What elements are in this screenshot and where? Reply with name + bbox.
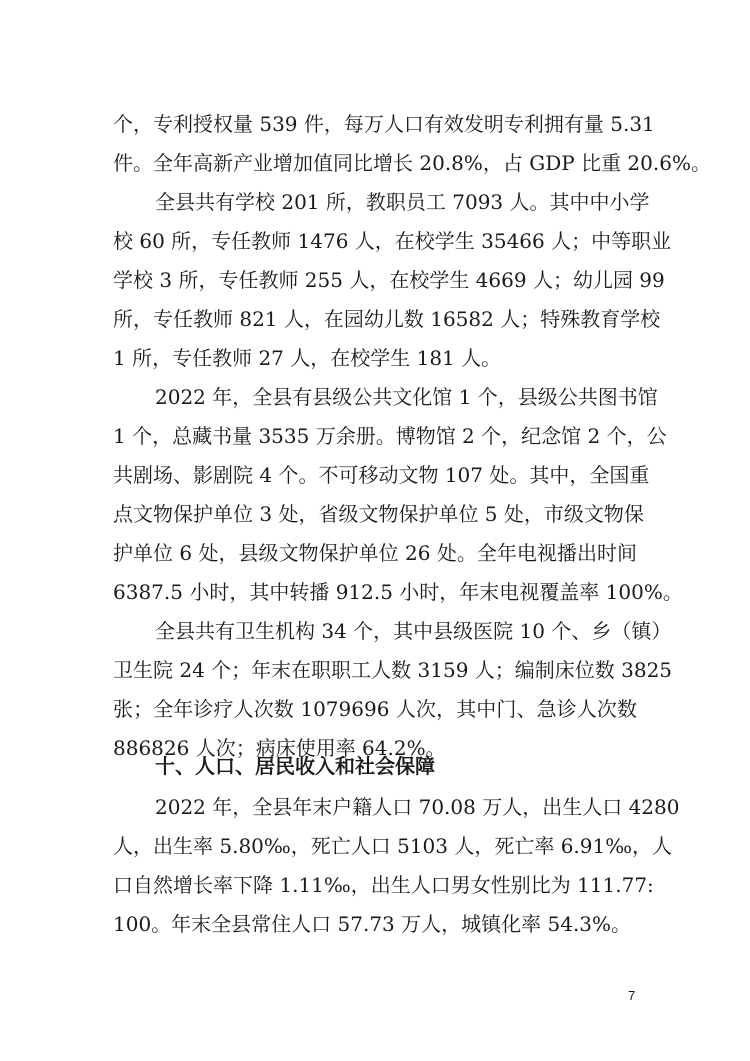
body-line: 卫生院 24 个；年末在职职工人数 3159 人；编制床位数 3825 (113, 658, 673, 682)
body-line: 全县共有学校 201 所，教职员工 7093 人。其中中小学 (155, 190, 650, 214)
section-heading: 十、人口、居民收入和社会保障 (155, 754, 435, 778)
body-line: 1 所，专任教师 27 人，在校学生 181 人。 (113, 346, 502, 370)
body-line: 校 60 所，专任教师 1476 人，在校学生 35466 人；中等职业 (113, 229, 672, 253)
body-line: 2022 年，全县有县级公共文化馆 1 个，县级公共图书馆 (155, 385, 658, 409)
body-line: 共剧场、影剧院 4 个。不可移动文物 107 处。其中，全国重 (113, 463, 650, 487)
body-line: 1 个，总藏书量 3535 万余册。博物馆 2 个，纪念馆 2 个，公 (113, 424, 667, 448)
body-line: 学校 3 所，专任教师 255 人，在校学生 4669 人；幼儿园 99 (113, 268, 665, 292)
body-line: 护单位 6 处，县级文物保护单位 26 处。全年电视播出时间 (113, 541, 637, 565)
body-line: 个，专利授权量 539 件，每万人口有效发明专利拥有量 5.31 (113, 112, 655, 136)
body-line: 口自然增长率下降 1.11‰，出生人口男女性别比为 111.77: (113, 873, 654, 897)
body-line: 886826 人次；病床使用率 64.2%。 (113, 736, 446, 760)
body-line: 点文物保护单位 3 处，省级文物保护单位 5 处，市级文物保 (113, 502, 644, 526)
body-line: 人，出生率 5.80‰，死亡人口 5103 人，死亡率 6.91‰，人 (113, 834, 673, 858)
body-line: 100。年末全县常住人口 57.73 万人，城镇化率 54.3%。 (113, 912, 632, 936)
body-line: 6387.5 小时，其中转播 912.5 小时，年末电视覆盖率 100%。 (113, 580, 683, 604)
body-line: 2022 年，全县年末户籍人口 70.08 万人，出生人口 4280 (155, 795, 680, 819)
body-line: 全县共有卫生机构 34 个，其中县级医院 10 个、乡（镇） (155, 619, 672, 643)
body-line: 件。全年高新产业增加值同比增长 20.8%，占 GDP 比重 20.6%。 (113, 151, 711, 175)
page-number: 7 (628, 988, 636, 1003)
body-line: 所，专任教师 821 人，在园幼儿数 16582 人；特殊教育学校 (113, 307, 661, 331)
body-line: 张；全年诊疗人次数 1079696 人次，其中门、急诊人次数 (113, 697, 637, 721)
